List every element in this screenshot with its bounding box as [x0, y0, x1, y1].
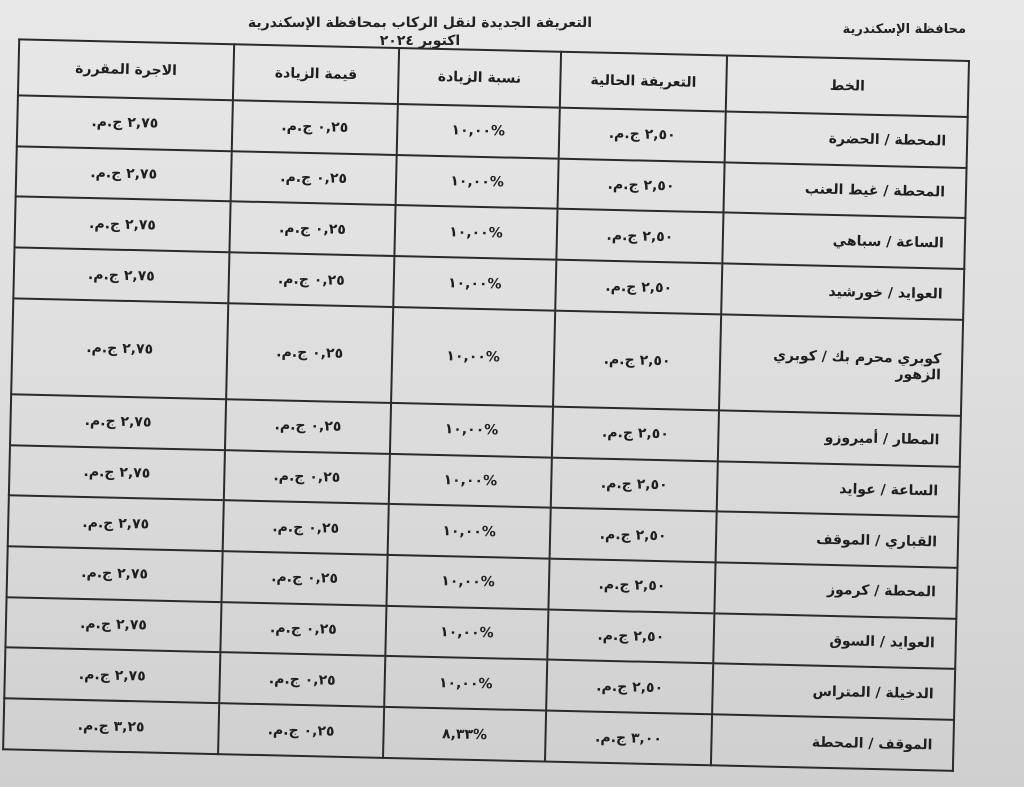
cell-new-fare: ٣,٢٥ ج.م. [3, 698, 219, 754]
cell-line: المحطة / غيط العنب [723, 162, 966, 218]
cell-new-fare: ٢,٧٥ ج.م. [4, 648, 220, 704]
cell-increase-value: ٠,٢٥ ج.م. [228, 252, 394, 306]
cell-new-fare: ٢,٧٥ ج.م. [16, 146, 232, 202]
cell-new-fare: ٢,٧٥ ج.م. [8, 496, 224, 552]
cell-increase-value: ٠,٢٥ ج.م. [226, 303, 393, 403]
cell-line: المحطة / الحضرة [725, 111, 968, 167]
cell-increase-pct: %١٠,٠٠ [384, 656, 547, 710]
header-new-fare: الاجرة المقررة [18, 39, 234, 100]
cell-increase-value: ٠,٢٥ ج.م. [222, 551, 388, 605]
cell-line: كوبري محرم بك / كوبري الزهور [719, 314, 963, 415]
cell-line: المحطة / كرموز [714, 562, 957, 618]
cell-current-fare: ٢,٥٠ ج.م. [548, 559, 715, 613]
cell-new-fare: ٢,٧٥ ج.م. [7, 546, 223, 602]
cell-line: العوايد / السوق [713, 613, 956, 669]
cell-line: القباري / الموقف [716, 512, 959, 568]
cell-new-fare: ٢,٧٥ ج.م. [17, 95, 233, 151]
cell-increase-pct: %١٠,٠٠ [389, 453, 552, 507]
cell-increase-value: ٠,٢٥ ج.م. [218, 703, 384, 758]
cell-increase-pct: %١٠,٠٠ [388, 504, 551, 558]
header-current-fare: التعريفة الحالية [560, 52, 727, 112]
cell-line: العوايد / خورشيد [721, 264, 964, 320]
cell-new-fare: ٢,٧٥ ج.م. [10, 394, 226, 450]
cell-line: الساعة / سباهي [722, 213, 965, 269]
cell-current-fare: ٢,٥٠ ج.م. [547, 609, 714, 663]
cell-increase-pct: %١٠,٠٠ [396, 155, 559, 209]
cell-increase-pct: %١٠,٠٠ [386, 555, 549, 609]
cell-current-fare: ٣,٠٠ ج.م. [545, 711, 712, 766]
table-body [3, 95, 968, 770]
cell-increase-pct: %١٠,٠٠ [391, 307, 555, 406]
cell-line: الساعة / عوايد [717, 461, 960, 517]
cell-current-fare: ٢,٥٠ ج.م. [553, 311, 721, 411]
cell-new-fare: ٢,٧٥ ج.م. [14, 197, 230, 253]
cell-current-fare: ٢,٥٠ ج.م. [556, 209, 723, 263]
header-increase-value: قيمة الزيادة [233, 44, 399, 104]
cell-current-fare: ٢,٥٠ ج.م. [550, 508, 717, 562]
cell-increase-pct: %١٠,٠٠ [394, 205, 557, 259]
cell-increase-pct: %١٠,٠٠ [390, 403, 553, 457]
cell-new-fare: ٢,٧٥ ج.م. [9, 445, 225, 501]
cell-current-fare: ٢,٥٠ ج.م. [555, 260, 722, 314]
cell-increase-value: ٠,٢٥ ج.م. [225, 399, 391, 453]
document-title: التعريفة الجديدة لنقل الركاب بمحافظة الإسكندرية اكتوبر ٢٠٢٤ [247, 15, 593, 49]
cell-current-fare: ٢,٥٠ ج.م. [559, 108, 726, 162]
cell-new-fare: ٢,٧٥ ج.م. [11, 298, 228, 399]
cell-current-fare: ٢,٥٠ ج.م. [551, 457, 718, 511]
header-line: الخط [726, 55, 969, 116]
cell-increase-value: ٠,٢٥ ج.م. [232, 100, 398, 154]
cell-new-fare: ٢,٧٥ ج.م. [13, 248, 229, 304]
cell-increase-value: ٠,٢٥ ج.م. [219, 653, 385, 707]
cell-new-fare: ٢,٧٥ ج.م. [5, 597, 221, 653]
cell-increase-pct: %١٠,٠٠ [393, 256, 556, 310]
cell-increase-pct: %٨,٣٣ [383, 707, 546, 761]
governorate-label: محافظة الإسكندرية [842, 22, 966, 37]
cell-increase-value: ٠,٢٥ ج.م. [223, 500, 389, 554]
cell-current-fare: ٢,٥٠ ج.م. [552, 406, 719, 460]
cell-line: الموقف / المحطة [711, 715, 954, 771]
cell-increase-value: ٠,٢٥ ج.م. [231, 151, 397, 205]
cell-increase-pct: %١٠,٠٠ [385, 606, 548, 660]
cell-current-fare: ٢,٥٠ ج.م. [558, 158, 725, 212]
cell-current-fare: ٢,٥٠ ج.م. [546, 660, 713, 714]
cell-increase-value: ٠,٢٥ ج.م. [229, 202, 395, 256]
cell-increase-value: ٠,٢٥ ج.م. [224, 450, 390, 504]
cell-line: الدخيلة / المتراس [712, 664, 955, 720]
cell-line: المطار / أميروزو [718, 410, 961, 466]
fare-table [2, 38, 970, 771]
cell-increase-pct: %١٠,٠٠ [397, 104, 560, 158]
cell-increase-value: ٠,٢٥ ج.م. [220, 602, 386, 656]
header-increase-pct: نسبة الزيادة [398, 48, 561, 108]
